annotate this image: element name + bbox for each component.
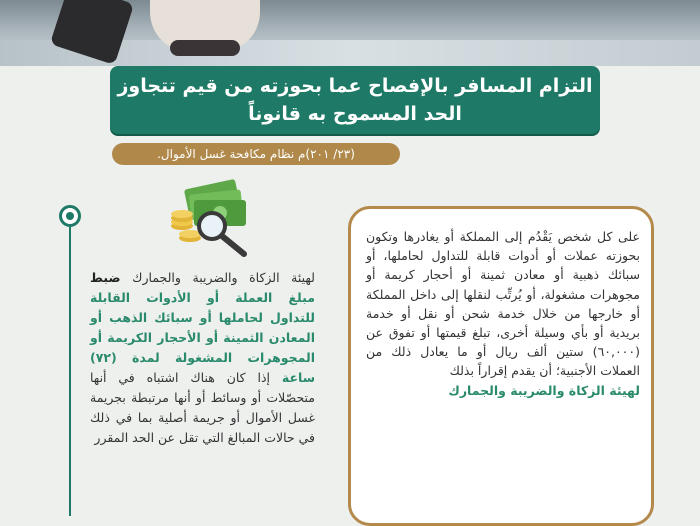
title-line-2: الحد المسموح به قانوناً: [248, 103, 462, 125]
seizure-intro: لهيئة الزكاة والضريبة والجمارك: [132, 270, 315, 285]
header-photo: [0, 0, 700, 66]
law-reference: (٢٣/ ٢٠١)م نظام مكافحة غسل الأموال.: [112, 143, 400, 165]
seizure-highlight: مبلغ العملة أو الأدوات القابلة للتداول لحاملها أو سبائك الذهب أو المعادن الثمينة أو الأحجار الكريمة أو المجوهرات المشغولة لمدة (٧٢) ساعة: [90, 290, 315, 385]
title-banner: [110, 66, 600, 134]
seizure-text: [90, 268, 315, 448]
money-magnifier-icon: [168, 176, 260, 258]
disclosure-authority: لهيئة الزكاة والضريبة والجمارك: [448, 382, 640, 398]
disclosure-paragraph: على كل شخص يَقْدُم إلى المملكة أو يغادرها وتكون بحوزته عملات أو أدوات قابلة للتداول لحاملها، أو سبائك ذهبية أو معادن ثمينة أو أحجار كريمة أو مجوهرات مشغولة، أو يُرتِّب لنقلها إلى داخل المملكة أو خارجها من خلال خدمة شحن أو نقل أو خدمة بريدية أو بأي وسيلة أخرى، تبلغ قيمتها أو تفوق عن (٦٠,٠٠٠) ستين ألف ريال أو ما يعادل ذلك من العملات الأجنبية؛ أن يقدم إقراراً بذلك: [366, 229, 640, 379]
seizure-continuation: إذا كان هناك اشتباه في أنها متحصّلات أو وسائط أو أنها مرتبطة بجريمة غسل الأموال أو جريمة أصلية بما في ذلك في حالات المبالغ التي تقل عن الحد المقرر: [90, 370, 315, 445]
timeline-dot-icon: [59, 205, 81, 227]
shoe-illustration: [170, 40, 240, 56]
disclosure-text: [366, 227, 640, 400]
seizure-bold-word: ضبط: [90, 270, 121, 285]
title-line-1: التزام المسافر بالإفصاح عما بحوزته من قيم تتجاوز: [117, 75, 593, 97]
timeline-line: [69, 226, 71, 516]
